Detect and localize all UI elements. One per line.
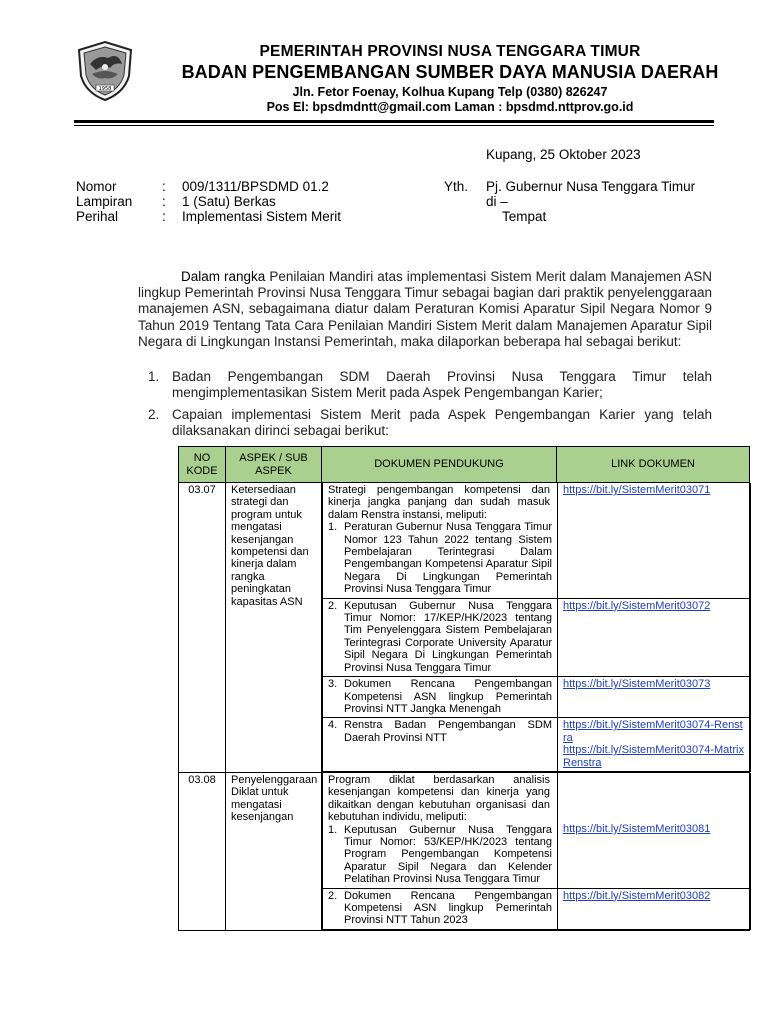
- document-description: Dokumen Rencana Pengembangan Kompetensi ASN lingkup Pemerintah Provinsi NTT Tahun 2023: [344, 889, 552, 927]
- document-link[interactable]: https://bit.ly/SistemMerit03071: [563, 484, 711, 496]
- list-item-text: Capaian implementasi Sistem Merit pada Aspek Pengembangan Karier yang telah dilaksanakan dirinci sebagai berikut:: [172, 407, 712, 439]
- document-number: 2.: [328, 599, 338, 612]
- document-description: Dokumen Rencana Pengembangan Kompetensi ASN lingkup Pemerintah Provinsi NTT Jangka Menengah: [344, 678, 552, 715]
- letterhead-contact: Pos El: bpsdmdntt@gmail.com Laman : bpsdmd.nttprov.go.id: [266, 100, 634, 114]
- header-dokumen: DOKUMEN PENDUKUNG: [322, 447, 557, 483]
- table-row: [179, 772, 750, 930]
- document-intro: Program diklat berdasarkan analisis kesenjangan kompetensi dan kinerja yang dikaitkan dengan kebutuhan organisasi dan kebutuhan individu, meliputi:: [328, 773, 550, 824]
- document-description: Peraturan Gubernur Nusa Tenggara Timur Nomor 123 Tahun 2022 tentang Sistem Pembelajaran Terintegrasi Dalam Pengembangan Kompetensi Aparatur Sipil Negara Di Lingkungan Pemerintah Provinsi Nusa Tenggara Timur: [344, 521, 552, 596]
- document-item: [323, 773, 751, 888]
- perihal-colon: :: [162, 209, 166, 224]
- document-item: [323, 483, 751, 598]
- nomor-label: Nomor: [76, 179, 117, 194]
- body-paragraph: [138, 269, 712, 350]
- body-lead: Dalam rangka: [181, 269, 266, 284]
- document-link[interactable]: https://bit.ly/SistemMerit03074-Renstra: [563, 719, 743, 744]
- document-list: [322, 773, 751, 930]
- letterhead-address: Jln. Fetor Foenay, Kolhua Kupang Telp (0380) 826247: [292, 85, 608, 99]
- header-aspek: ASPEK / SUB ASPEK: [226, 447, 322, 483]
- document-number: 3.: [328, 678, 338, 691]
- lampiran-label: Lampiran: [76, 194, 133, 209]
- body-paragraph-text: Penilaian Mandiri atas implementasi Sistem Merit dalam Manajemen ASN lingkup Pemerintah Provinsi Nusa Tenggara Timur sebagai bagian dari praktik penyelenggaraan manajemen ASN, sebagaimana diatur dalam Peraturan Komisi Aparatur Sipil Negara Nomor 9 Tahun 2019 Tentang Tata Cara Penilaian Mandiri Sistem Merit dalam Manajemen Aparatur Sipil Negara di Lingkungan Instansi Pemerintah, maka dilaporkan beberapa hal sebagai berikut:: [138, 269, 712, 349]
- page-bottom-margin: [178, 958, 749, 1024]
- document-item: [323, 888, 751, 929]
- lampiran-value: 1 (Satu) Berkas: [182, 194, 276, 209]
- table-header-row: [179, 447, 750, 483]
- document-description: Renstra Badan Pengembangan SDM Daerah Provinsi NTT: [344, 719, 552, 744]
- document-link[interactable]: https://bit.ly/SistemMerit03073: [563, 678, 711, 691]
- row-code: 03.07: [179, 483, 226, 773]
- row-documents: [322, 483, 750, 773]
- document-item: [323, 677, 751, 718]
- lampiran-colon: :: [162, 194, 166, 209]
- document-number: 4.: [328, 719, 338, 732]
- letterhead-rule-thin: [74, 125, 714, 126]
- letterhead: [160, 43, 740, 114]
- row-aspect: Penyelenggaraan Diklat untuk mengatasi kesenjangan: [226, 772, 322, 930]
- perihal-label: Perihal: [76, 209, 119, 224]
- provincial-crest-logo: [74, 40, 136, 102]
- letterhead-rule-thick: [74, 120, 714, 123]
- list-item: [138, 407, 712, 439]
- list-item-number: 1.: [148, 369, 160, 384]
- header-link: LINK DOKUMEN: [557, 447, 750, 483]
- document-description: Keputusan Gubernur Nusa Tenggara Timur Nomor: 17/KEP/HK/2023 tentang Tim Penyelenggara Sistem Pembelajaran Terintegrasi Corporate University Aparatur Sipil Negara Di Lingkungan Pemerintah Provinsi Nusa Tenggara Timur: [344, 599, 552, 674]
- recipient-place: Tempat: [502, 209, 547, 224]
- document-text: [328, 824, 552, 886]
- header-no-kode: NO KODE: [179, 447, 226, 483]
- document-text: [328, 600, 552, 674]
- document-text: [328, 890, 552, 927]
- list-item-text: Badan Pengembangan SDM Daerah Provinsi Nusa Tenggara Timur telah mengimplementasikan Sistem Merit pada Aspek Pengembangan Karier;: [172, 369, 712, 401]
- recipient-yth: Yth.: [444, 179, 469, 194]
- document-text: [328, 719, 552, 744]
- perihal-value: Implementasi Sistem Merit: [182, 209, 342, 224]
- letterhead-government: PEMERINTAH PROVINSI NUSA TENGGARA TIMUR: [259, 43, 641, 60]
- letterhead-agency: BADAN PENGEMBANGAN SUMBER DAYA MANUSIA DAERAH: [181, 62, 719, 82]
- document-description: Keputusan Gubernur Nusa Tenggara Timur Nomor: 53/KEP/HK/2023 tentang Program Pengembangan Kompetensi Aparatur Sipil Negara dan Kelender Pelatihan Provinsi Nusa Tenggara Timur: [344, 823, 552, 886]
- document-text: [328, 678, 552, 715]
- recipient-di: di –: [486, 194, 508, 209]
- document-number: 1.: [328, 521, 338, 534]
- document-link[interactable]: https://bit.ly/SistemMerit03072: [563, 599, 711, 612]
- nomor-value: 009/1311/BPSDMD 01.2: [182, 179, 329, 194]
- list-item-number: 2.: [148, 407, 160, 422]
- logo-year: 1958: [98, 86, 112, 92]
- document-intro: Strategi pengembangan kompetensi dan kinerja jangka panjang dan sudah masuk dalam Renstra instansi, meliputi:: [328, 484, 550, 521]
- row-code: 03.08: [179, 772, 226, 930]
- document-number: 1.: [328, 823, 338, 836]
- nomor-colon: :: [162, 179, 166, 194]
- document-item: [323, 718, 751, 772]
- document-number: 2.: [328, 889, 338, 902]
- row-documents: [322, 772, 750, 930]
- table-row: [179, 483, 750, 773]
- merit-table: [178, 446, 750, 931]
- list-item: [138, 369, 712, 401]
- recipient-name: Pj. Gubernur Nusa Tenggara Timur: [486, 179, 696, 194]
- document-link[interactable]: https://bit.ly/SistemMerit03081: [563, 822, 711, 835]
- document-text: [328, 521, 552, 595]
- document-list: [322, 483, 751, 772]
- document-item: [323, 598, 751, 676]
- document-link-secondary[interactable]: https://bit.ly/SistemMerit03074-MatrixRenstra: [563, 744, 744, 769]
- document-link[interactable]: https://bit.ly/SistemMerit03082: [563, 889, 711, 902]
- provincial-crest-icon: [74, 40, 136, 102]
- place-date: Kupang, 25 Oktober 2023: [486, 147, 641, 162]
- row-aspect: Ketersediaan strategi dan program untuk mengatasi kesenjangan kompetensi dan kinerja dalam rangka peningkatan kapasitas ASN: [226, 483, 322, 773]
